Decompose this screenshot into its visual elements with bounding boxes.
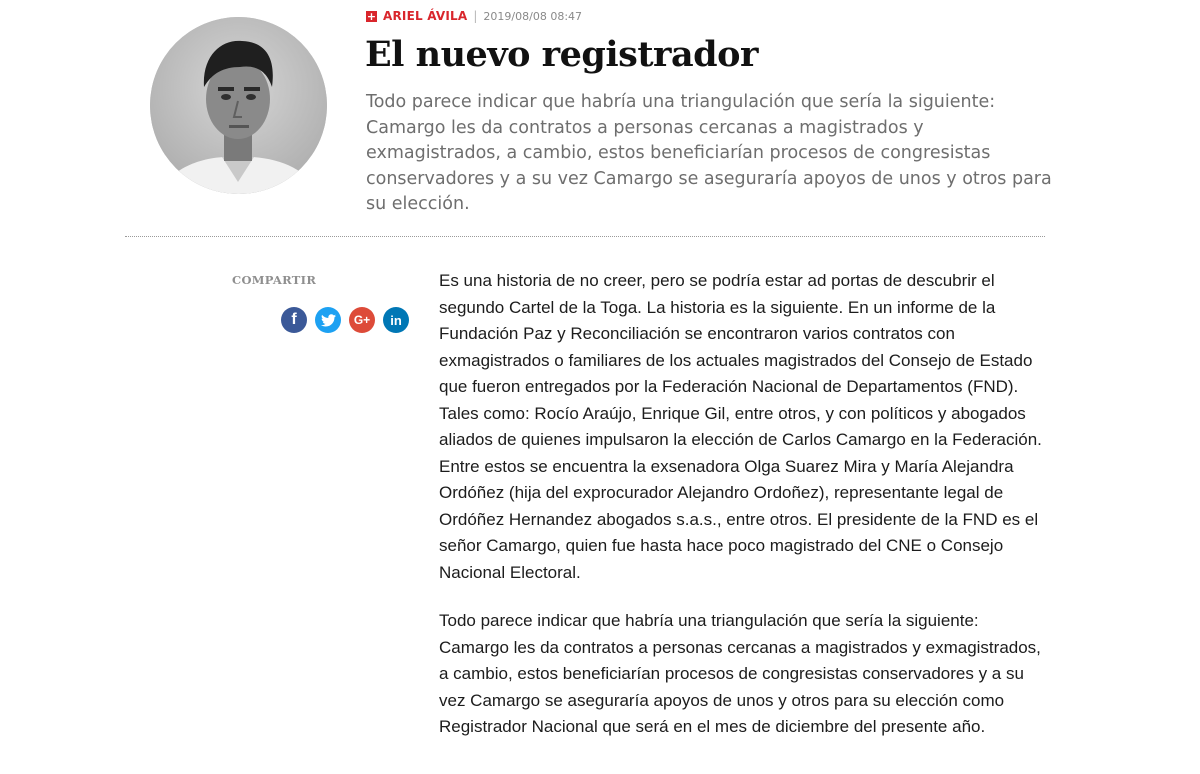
author-name[interactable]: ARIEL ÁVILA <box>383 9 468 23</box>
article-body <box>439 268 1051 763</box>
article-paragraph: Es una historia de no creer, pero se podría estar ad portas de descubrir el segundo Cartel de la Toga. La historia es la siguiente. En un informe de la Fundación Paz y Reconciliación se encontraron varios contratos con exmagistrados o familiares de los actuales magistrados del Consejo de Estado que fueron entregados por la Federación Nacional de Departamentos (FND). Tales como: Rocío Araújo, Enrique Gil, entre otros, y con políticos y abogados aliados de quienes impulsaron la elección de Carlos Camargo en la Federación. Entre estos se encuentra la exsenadora Olga Suarez Mira y María Alejandra Ordóñez (hija del exprocurador Alejandro Ordoñez), representante legal de Ordóñez Hernandez abogados s.a.s., entre otros. El presidente de la FND es el señor Camargo, quien fue hasta hace poco magistrado del CNE o Consejo Nacional Electoral. <box>439 271 1042 582</box>
share-buttons <box>281 307 409 333</box>
article-meta <box>366 8 582 24</box>
author-avatar[interactable] <box>150 17 327 194</box>
article-title: El nuevo registrador <box>365 34 758 75</box>
twitter-bird-icon <box>321 314 336 327</box>
meta-separator: | <box>473 9 478 23</box>
facebook-icon[interactable]: f <box>281 307 307 333</box>
share-label: COMPARTIR <box>232 273 317 287</box>
google-plus-icon[interactable]: G+ <box>349 307 375 333</box>
section-divider <box>125 236 1045 237</box>
publish-date: 2019/08/08 08:47 <box>483 9 583 23</box>
article-lead: Todo parece indicar que habría una triangulación que sería la siguiente: Camargo les da contratos a personas cercanas a magistrados y exmagistrados, a cambio, estos beneficiarían procesos de congresistas conservadores y a su vez Camargo se aseguraría apoyos de unos y otros para su elección. <box>366 92 1052 214</box>
twitter-icon[interactable] <box>315 307 341 333</box>
plus-icon: + <box>366 9 377 23</box>
linkedin-icon[interactable]: in <box>383 307 409 333</box>
author-photo <box>150 17 327 194</box>
article-paragraph: Todo parece indicar que habría una triangulación que sería la siguiente: Camargo les da contratos a personas cercanas a magistrados y exmagistrados, a cambio, estos beneficiarían procesos de congresistas conservadores y a su vez Camargo se aseguraría apoyos de unos y otros para su elección como Registrador Nacional que será en el mes de diciembre del presente año. <box>439 611 1041 736</box>
